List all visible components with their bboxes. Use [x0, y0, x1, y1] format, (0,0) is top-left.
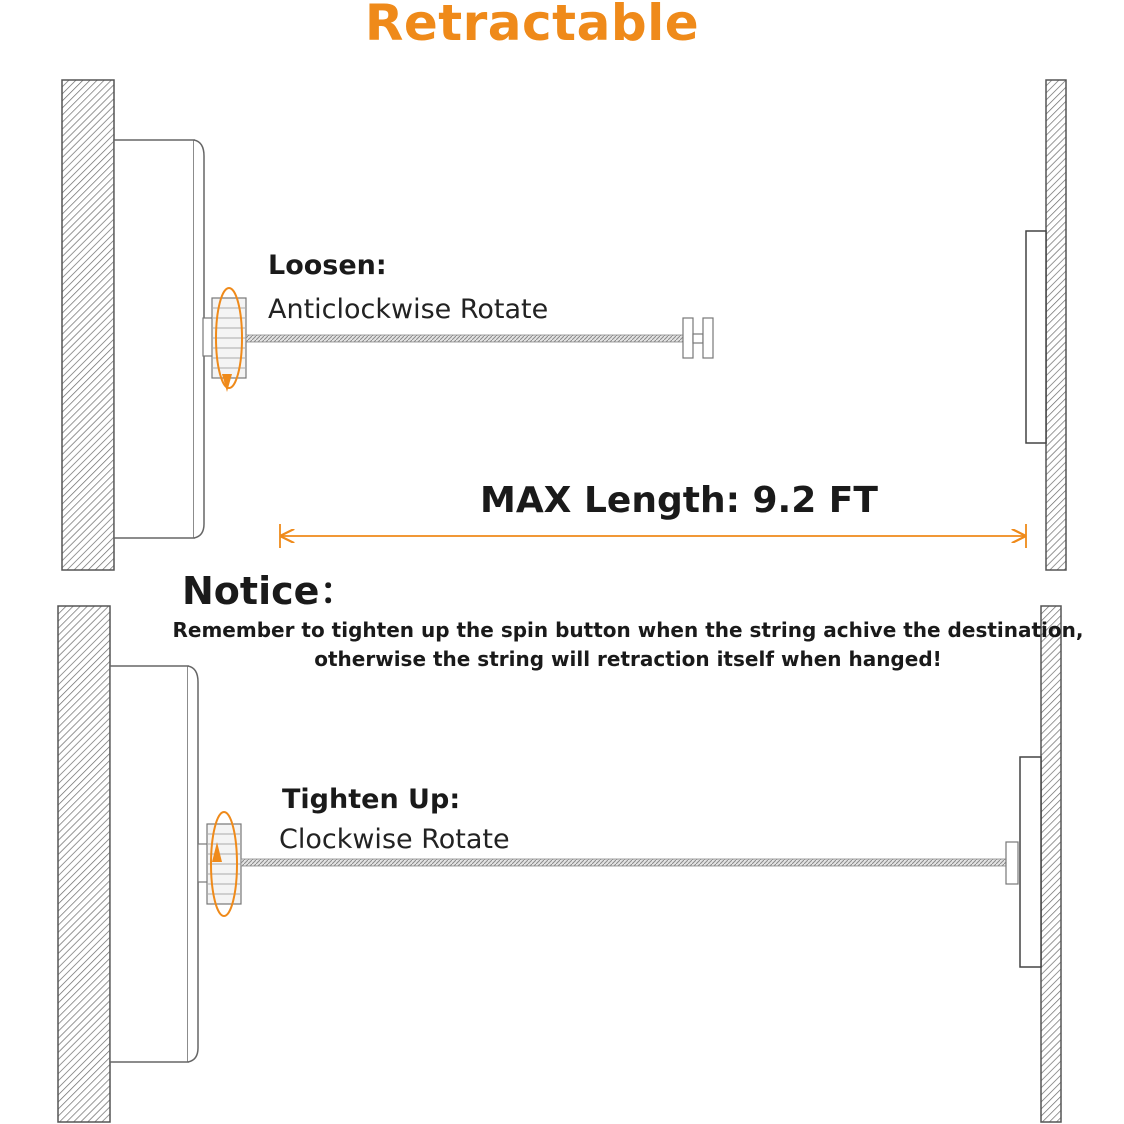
notice-line-1: Remember to tighten up the spin button when the string achive the destination,	[172, 618, 1084, 642]
cable-bottom	[241, 859, 1007, 866]
notice-heading: Notice：	[182, 569, 358, 613]
page-title: Retractable	[364, 0, 700, 52]
cable-top	[246, 335, 684, 342]
bottom-panel	[58, 606, 1061, 1122]
right-wall-top	[1046, 80, 1066, 570]
tighten-description: Clockwise Rotate	[279, 824, 510, 855]
cable-hook-bottom	[1006, 842, 1018, 884]
retractor-housing-bottom	[110, 666, 198, 1062]
notice-line-2: otherwise the string will retraction itself when hanged!	[314, 647, 942, 671]
catch-plate-bottom	[1020, 757, 1041, 967]
max-length-label: MAX Length: 9.2 FT	[480, 480, 878, 521]
left-wall-bottom	[58, 606, 110, 1122]
loosen-label: Loosen:	[268, 250, 387, 281]
catch-plate-top	[1026, 231, 1046, 443]
cable-hook-top	[683, 318, 713, 358]
left-wall-top	[62, 80, 114, 570]
tighten-label: Tighten Up:	[282, 784, 461, 815]
right-wall-bottom	[1041, 606, 1061, 1122]
loosen-description: Anticlockwise Rotate	[268, 294, 549, 325]
max-length-dimension	[280, 524, 1026, 548]
retractor-housing-top	[114, 140, 204, 538]
